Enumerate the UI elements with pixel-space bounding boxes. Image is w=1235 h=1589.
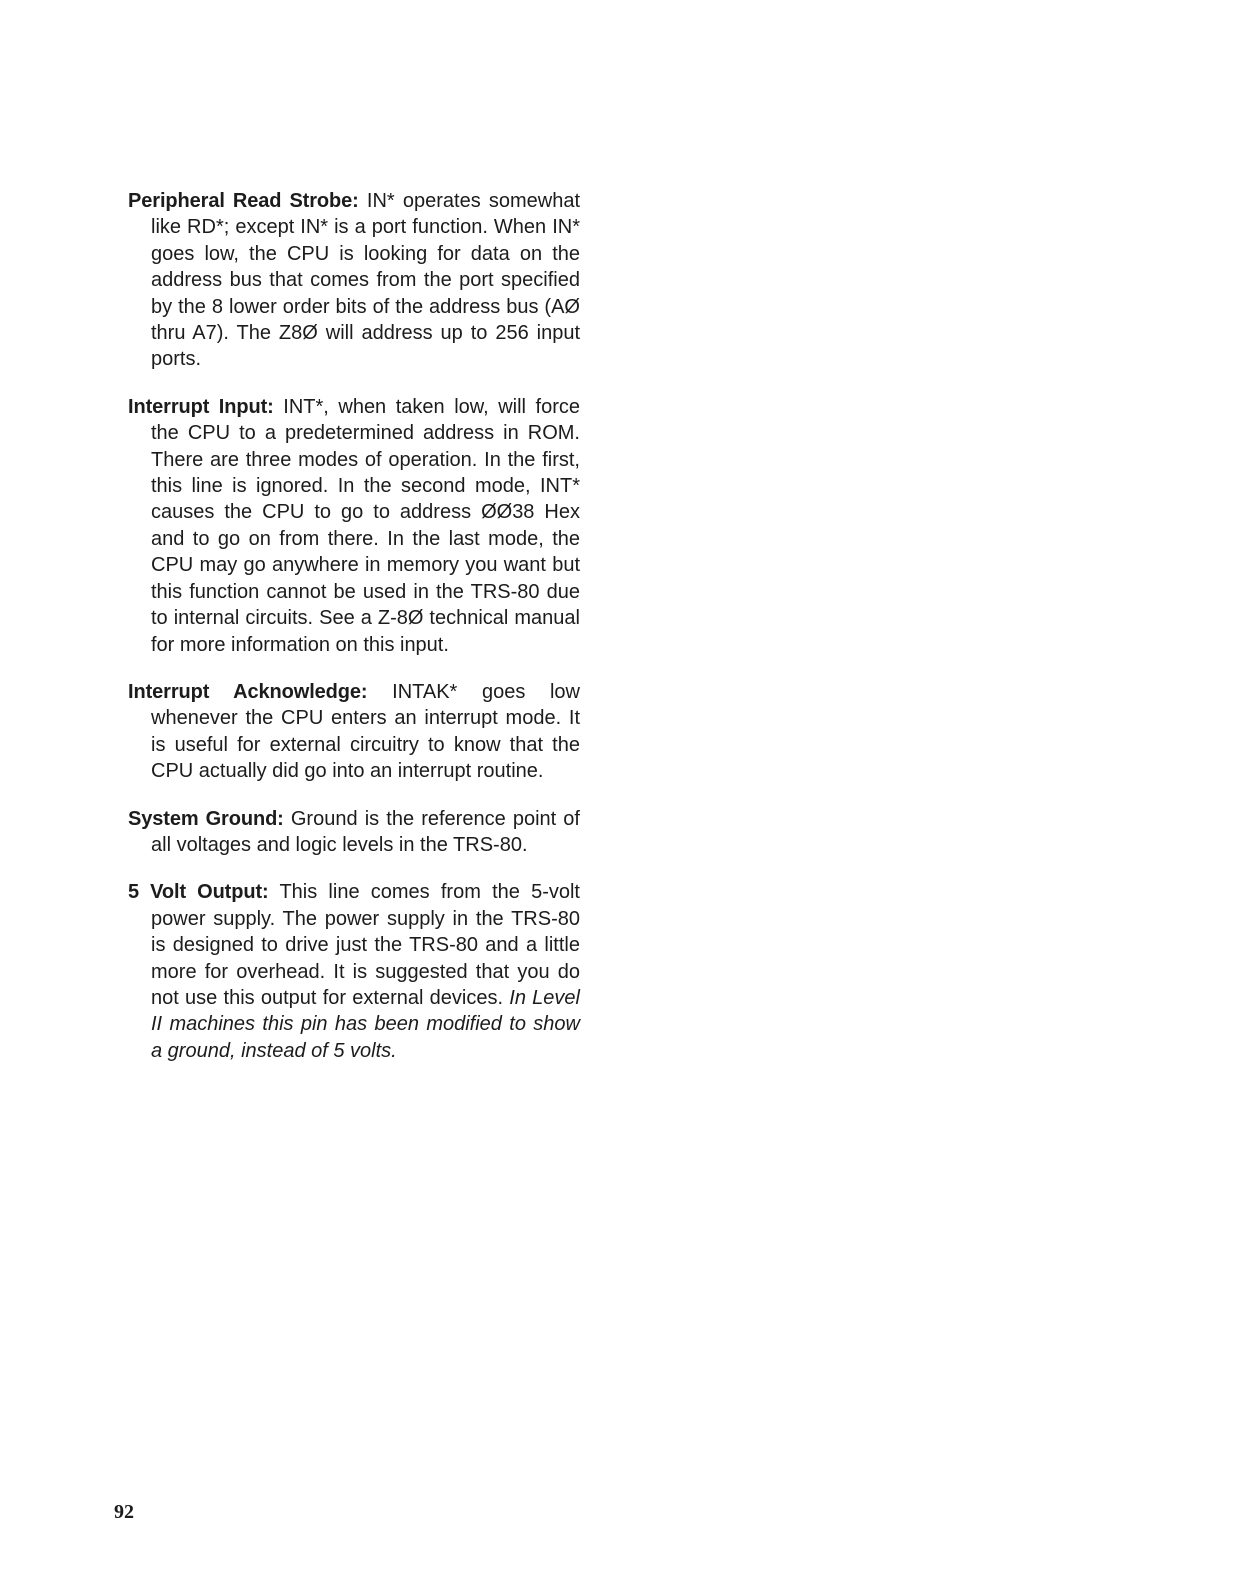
entry-peripheral-read-strobe: [128, 188, 580, 373]
entry-term: Peripheral Read Strobe:: [128, 190, 359, 212]
page-number: 92: [114, 1501, 134, 1523]
entry-term: System Ground:: [128, 807, 284, 830]
entry-text: IN* operates somewhat like RD*; except IN* is a port function. When IN* goes low, the CPU is looking for data on the address bus that comes from the port specified by the 8 lower order bits of the address bus (AØ thru A7). The Z8Ø will address up to 256 input ports.: [151, 190, 581, 371]
entry-text: INT*, when taken low, will force the CPU to a predetermined address in ROM. There are three modes of operation. In the first, this line is ignored. In the second mode, INT* causes the CPU to go to address ØØ38 Hex and to go on from there. In the last mode, the CPU may go anywhere in memory you want but this function cannot be used in the TRS-80 due to internal circuits. See a Z-8Ø technical manual for more information on this input.: [151, 395, 581, 656]
entry-interrupt-acknowledge: [128, 679, 580, 785]
page-body: [128, 188, 580, 1064]
entry-term: Interrupt Acknowledge:: [128, 680, 368, 703]
entry-term: 5 Volt Output:: [128, 881, 269, 904]
entry-term: Interrupt Input:: [128, 395, 274, 418]
entry-5-volt-output: [128, 879, 580, 1064]
entry-text: This line comes from the 5-volt power supply. The power supply in the TRS-80 is designed to drive just the TRS-80 and a little more for overhead. It is suggested that you do not use this output for external devices.: [151, 881, 580, 1009]
entry-system-ground: [128, 806, 580, 859]
entry-text: Ground is the reference point of all voltages and logic levels in the TRS-80.: [151, 807, 580, 856]
entry-interrupt-input: [128, 394, 580, 658]
entry-text: INTAK* goes low whenever the CPU enters an interrupt mode. It is useful for external circuitry to know that the CPU actually did go into an interrupt routine.: [151, 680, 580, 783]
entry-note: In Level II machines this pin has been modified to show a ground, instead of 5 volts.: [151, 986, 580, 1062]
